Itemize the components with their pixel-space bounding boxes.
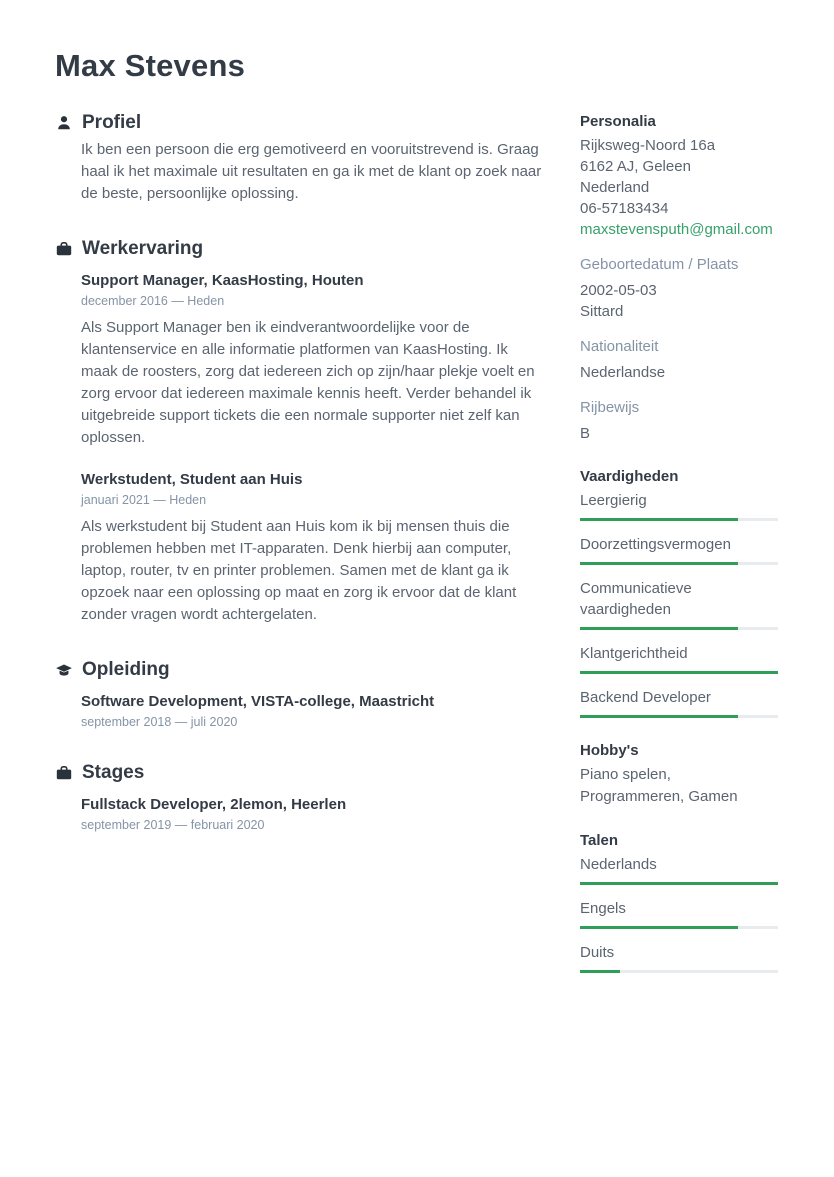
language-item: [580, 854, 778, 885]
section-title: Werkervaring: [82, 238, 204, 259]
language-bar-track: [580, 926, 778, 929]
skill-bar-track: [580, 562, 778, 565]
briefcase-icon: [55, 240, 73, 258]
skills-title: Vaardigheden: [580, 468, 679, 485]
email-link[interactable]: maxstevensputh@gmail.com: [580, 221, 773, 238]
skill-item: [580, 534, 778, 565]
birth-place: Sittard: [580, 303, 624, 320]
country: Nederland: [580, 179, 650, 196]
skill-bar-track: [580, 627, 778, 630]
language-label: Engels: [580, 900, 626, 917]
license-value: B: [580, 425, 591, 442]
birth-date: 2002-05-03: [580, 282, 657, 299]
languages-title: Talen: [580, 832, 619, 849]
phone-number: 06-57183434: [580, 200, 669, 217]
skill-label: Communicatieve vaardigheden: [580, 580, 692, 618]
hobbies-title: Hobby's: [580, 742, 639, 759]
skill-label: Backend Developer: [580, 689, 711, 706]
skills-block: [580, 468, 778, 718]
section-profiel-entries: [55, 139, 542, 205]
education-period: september 2018 — juli 2020: [81, 715, 238, 729]
profile-description: Ik ben een persoon die erg gemotiveerd en vooruitstrevend is. Graag haal ik het maximale uit resultaten en ga ik met de klant op zoek naar de beste, persoonlijke oplossing.: [81, 141, 542, 202]
nationality-block: [580, 337, 778, 383]
skill-label: Klantgerichtheid: [580, 645, 688, 662]
nationality-value: Nederlandse: [580, 364, 666, 381]
section-stages: [55, 762, 542, 832]
section-stages-entries: [55, 795, 542, 832]
birth-label: Geboortedatum / Plaats: [580, 256, 739, 273]
education-title: Software Development, VISTA-college, Maastricht: [81, 693, 435, 710]
language-item: [580, 942, 778, 973]
address-line: Rijksweg-Noord 16a: [580, 137, 716, 154]
skill-bar-track: [580, 518, 778, 521]
section-werkervaring-header: [55, 238, 542, 260]
skill-bar-track: [580, 671, 778, 674]
internship-entry: [81, 795, 542, 832]
job-period: januari 2021 — Heden: [81, 493, 207, 507]
section-title: Stages: [82, 762, 145, 783]
skill-bar-fill: [580, 715, 738, 718]
license-label: Rijbewijs: [580, 399, 640, 416]
skill-label: Leergierig: [580, 492, 647, 509]
skill-bar-track: [580, 715, 778, 718]
skill-bar-fill: [580, 518, 738, 521]
person-icon: [55, 114, 73, 132]
hobbies-block: [580, 742, 778, 808]
language-bar-fill: [580, 970, 620, 973]
education-entry: [81, 692, 542, 729]
language-item: [580, 898, 778, 929]
language-bar-track: [580, 970, 778, 973]
languages-block: [580, 832, 778, 973]
skill-bar-fill: [580, 562, 738, 565]
section-opleiding-header: [55, 659, 542, 681]
language-label: Duits: [580, 944, 615, 961]
job-title: Support Manager, KaasHosting, Houten: [81, 272, 364, 289]
section-profiel: [55, 112, 542, 205]
skill-bar-fill: [580, 671, 778, 674]
sidebar: [580, 113, 778, 986]
personalia-block: [580, 113, 778, 240]
section-stages-header: [55, 762, 542, 784]
job-title: Werkstudent, Student aan Huis: [81, 471, 303, 488]
skill-label: Doorzettingsvermogen: [580, 536, 731, 553]
main-column: [55, 112, 542, 865]
graduation-cap-icon: [55, 661, 73, 679]
language-bar-track: [580, 882, 778, 885]
language-label: Nederlands: [580, 856, 657, 873]
personalia-title: Personalia: [580, 113, 656, 130]
page-title: Max Stevens: [55, 48, 246, 83]
section-werkervaring: [55, 238, 542, 626]
skill-item: [580, 490, 778, 521]
section-profiel-header: [55, 112, 542, 134]
language-bar-fill: [580, 882, 778, 885]
nationality-label: Nationaliteit: [580, 338, 659, 355]
briefcase-icon: [55, 764, 73, 782]
section-opleiding: [55, 659, 542, 729]
skill-bar-fill: [580, 627, 738, 630]
section-werkervaring-entries: [55, 271, 542, 626]
hobbies-text: Piano spelen, Programmeren, Gamen: [580, 766, 738, 805]
section-title: Profiel: [82, 112, 142, 133]
birth-block: [580, 255, 778, 322]
skill-item: [580, 643, 778, 674]
job-description: Als Support Manager ben ik eindverantwoordelijke voor de klantenservice en alle informatie platformen van KaasHosting. Ik maak de roosters, zorg dat iedereen zich op zijn/haar plekje voelt en zorg ervoor dat iedereen maximale kennis heeft. Verder behandel ik uitgebreide support tickets die een normale supporter niet zelf kan oplossen.: [81, 319, 535, 446]
job-period: december 2016 — Heden: [81, 294, 225, 308]
section-title: Opleiding: [82, 659, 170, 680]
address-line: 6162 AJ, Geleen: [580, 158, 691, 175]
skill-item: [580, 687, 778, 718]
job-entry: [81, 271, 542, 449]
internship-period: september 2019 — februari 2020: [81, 818, 265, 832]
skill-item: [580, 578, 778, 630]
internship-title: Fullstack Developer, 2lemon, Heerlen: [81, 796, 347, 813]
job-description: Als werkstudent bij Student aan Huis kom ik bij mensen thuis die problemen hebben met IT-apparaten. Denk hierbij aan computer, laptop, router, tv en printer problemen. Samen met de klant ga ik opzoek naar een oplossing op maat en zorg ik ervoor dat de klant zonder vragen wordt achtergelaten.: [81, 518, 517, 623]
license-block: [580, 398, 778, 444]
section-opleiding-entries: [55, 692, 542, 729]
job-entry: [81, 470, 542, 626]
language-bar-fill: [580, 926, 738, 929]
